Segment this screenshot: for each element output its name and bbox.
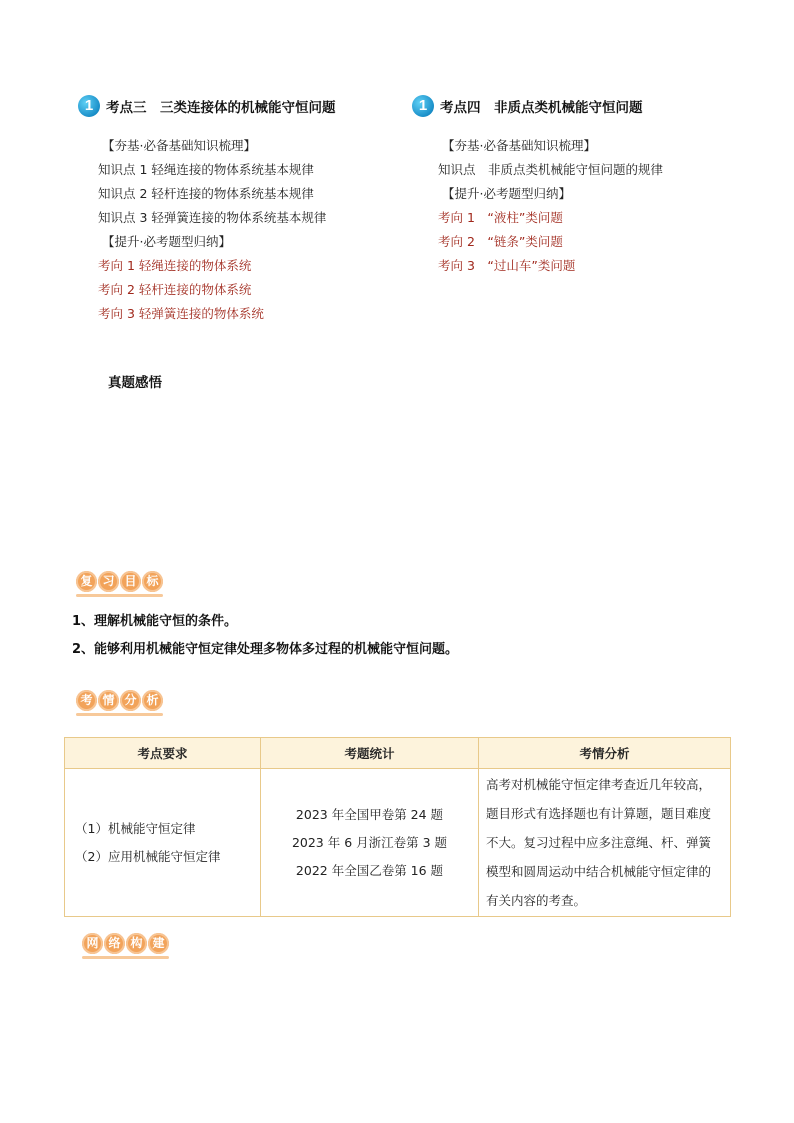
- outline-heading: 【夯基·必备基础知识梳理】: [442, 138, 596, 153]
- tag-underline: [76, 594, 163, 597]
- section-title: 考点四 非质点类机械能守恒问题: [440, 100, 643, 116]
- outline-heading: 【提升·必考题型归纳】: [102, 234, 231, 249]
- cell-analysis: [479, 769, 731, 917]
- kaoxiang-item: 考向 2 “链条”类问题: [438, 234, 563, 249]
- knowledge-item: 知识点 1 轻绳连接的物体系统基本规律: [98, 162, 314, 177]
- review-goals-tag: [76, 571, 163, 597]
- section-kaodian-3: [78, 95, 336, 117]
- table-row: [65, 769, 731, 917]
- exam-analysis-tag: [76, 690, 163, 716]
- requirement-item: （2）应用机械能守恒定律: [75, 848, 221, 864]
- tag-char: 网: [82, 933, 103, 954]
- header-stats: 考题统计: [261, 738, 479, 769]
- header-analysis: 考情分析: [479, 738, 731, 769]
- section-4-outline: [438, 134, 663, 278]
- section-3-outline: [98, 134, 326, 326]
- number-badge-icon: 1: [78, 95, 100, 117]
- kaoxiang-item: 考向 2 轻杆连接的物体系统: [98, 282, 252, 297]
- tag-underline: [76, 713, 163, 716]
- exam-analysis-table: [64, 737, 731, 917]
- kaoxiang-item: 考向 3 “过山车”类问题: [438, 258, 576, 273]
- requirement-item: （1）机械能守恒定律: [75, 820, 196, 836]
- knowledge-item: 知识点 3 轻弹簧连接的物体系统基本规律: [98, 210, 327, 225]
- tag-char: 情: [98, 690, 119, 711]
- tag-char: 析: [142, 690, 163, 711]
- outline-heading: 【夯基·必备基础知识梳理】: [102, 138, 256, 153]
- analysis-text: 高考对机械能守恒定律考查近几年较高，题目形式有选择题也有计算题，题目难度不大。复习过程中应多注意绳、杆、弹簧模型和圆周运动中结合机械能守恒定律的有关内容的考查。: [486, 777, 712, 908]
- tag-char: 分: [120, 690, 141, 711]
- cell-requirements: [65, 769, 261, 917]
- number-badge-icon: 1: [412, 95, 434, 117]
- goal-item: 1、理解机械能守恒的条件。: [72, 614, 238, 629]
- tag-char: 复: [76, 571, 97, 592]
- tag-underline: [82, 956, 169, 959]
- kaoxiang-item: 考向 3 轻弹簧连接的物体系统: [98, 306, 264, 321]
- tag-char: 构: [126, 933, 147, 954]
- tag-char: 标: [142, 571, 163, 592]
- zhenti-heading: 真题感悟: [108, 375, 162, 391]
- outline-heading: 【提升·必考题型归纳】: [442, 186, 571, 201]
- network-tag: [82, 933, 169, 959]
- kaoxiang-item: 考向 1 “液柱”类问题: [438, 210, 563, 225]
- header-requirements: 考点要求: [65, 738, 261, 769]
- kaoxiang-item: 考向 1 轻绳连接的物体系统: [98, 258, 252, 273]
- tag-char: 建: [148, 933, 169, 954]
- cell-stats: [261, 769, 479, 917]
- tag-char: 习: [98, 571, 119, 592]
- goal-item: 2、能够利用机械能守恒定律处理多物体多过程的机械能守恒问题。: [72, 642, 459, 657]
- knowledge-item: 知识点 非质点类机械能守恒问题的规律: [438, 162, 664, 177]
- stat-item: 2023 年 6 月浙江卷第 3 题: [291, 834, 448, 850]
- stat-item: 2023 年全国甲卷第 24 题: [295, 806, 444, 822]
- tag-char: 考: [76, 690, 97, 711]
- section-kaodian-4: [412, 95, 643, 117]
- tag-char: 络: [104, 933, 125, 954]
- table-header-row: [65, 738, 731, 769]
- stat-item: 2022 年全国乙卷第 16 题: [295, 862, 444, 878]
- knowledge-item: 知识点 2 轻杆连接的物体系统基本规律: [98, 186, 314, 201]
- tag-char: 目: [120, 571, 141, 592]
- section-title: 考点三 三类连接体的机械能守恒问题: [106, 100, 336, 116]
